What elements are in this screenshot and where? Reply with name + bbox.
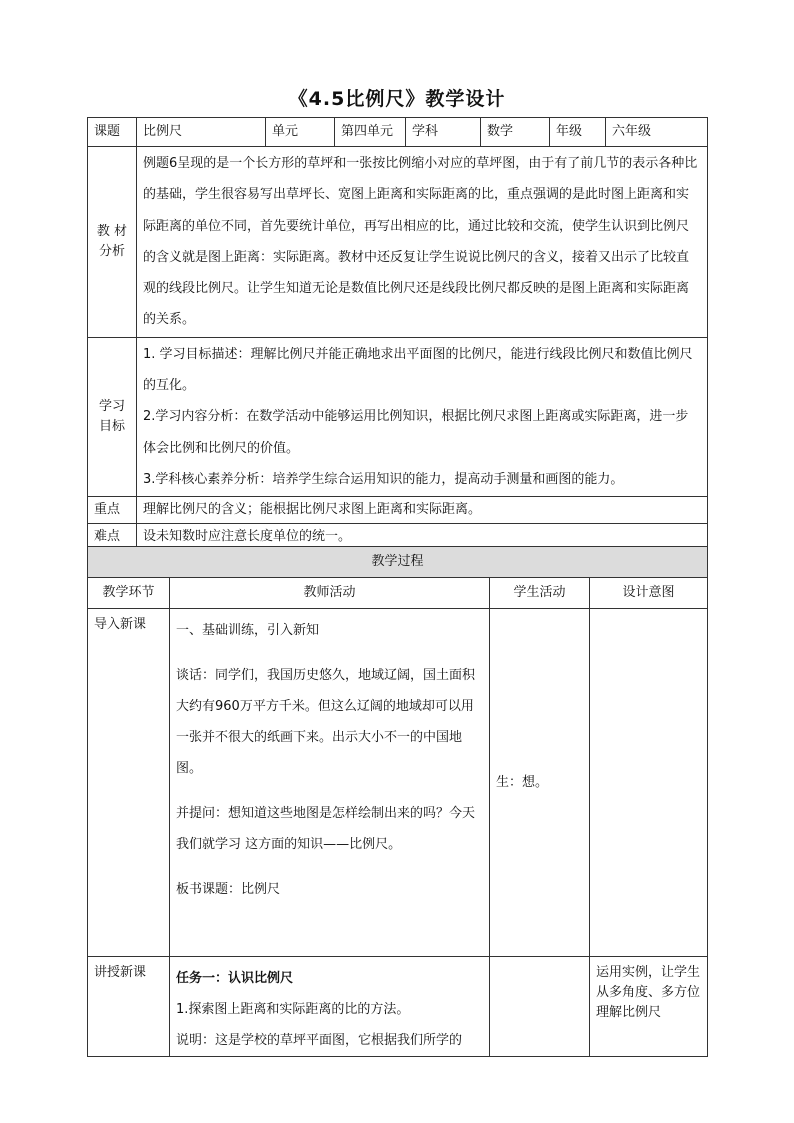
subject-value: 数学 bbox=[481, 118, 550, 147]
key-point-text: 理解比例尺的含义；能根据比例尺求图上距离和实际距离。 bbox=[137, 497, 708, 524]
process-table bbox=[87, 546, 708, 1057]
intro-student: 生：想。 bbox=[490, 609, 590, 957]
intro-intent bbox=[590, 609, 708, 957]
goals-label: 学习 目标 bbox=[88, 337, 137, 496]
new-teacher bbox=[170, 957, 490, 1057]
subject-label: 学科 bbox=[406, 118, 481, 147]
new-intent: 运用实例，让学生从多角度、多方位理解比例尺 bbox=[590, 957, 708, 1057]
new-task: 任务一：认识比例尺 bbox=[176, 971, 294, 986]
intro-row bbox=[88, 609, 708, 957]
key-point-label: 重点 bbox=[88, 497, 137, 524]
new-student bbox=[490, 957, 590, 1057]
grade-value: 六年级 bbox=[606, 118, 708, 147]
goals-text bbox=[137, 337, 708, 496]
grade-label: 年级 bbox=[550, 118, 606, 147]
new-stage: 讲授新课 bbox=[88, 957, 170, 1057]
goal-item-2: 2.学习内容分析：在数学活动中能够运用比例知识，根据比例尺求图上距离或实际距离，进一步体会比例和比例尺的价值。 bbox=[143, 409, 689, 456]
intro-para-3: 板书课题：比例尺 bbox=[176, 882, 281, 897]
course-label: 课题 bbox=[88, 118, 137, 147]
intro-stage: 导入新课 bbox=[88, 609, 170, 957]
goals-row bbox=[88, 337, 708, 496]
difficulty-label: 难点 bbox=[88, 524, 137, 551]
info-table bbox=[87, 117, 708, 551]
column-student: 学生活动 bbox=[490, 578, 590, 609]
difficulty-text: 设未知数时应注意长度单位的统一。 bbox=[137, 524, 708, 551]
analysis-label: 教 材 分析 bbox=[88, 147, 137, 338]
intro-para-2: 并提问：想知道这些地图是怎样绘制出来的吗？今天我们就学习 这方面的知识——比例尺。 bbox=[176, 806, 476, 852]
info-row bbox=[88, 118, 708, 147]
goal-item-3: 3.学科核心素养分析：培养学生综合运用知识的能力，提高动手测量和画图的能力。 bbox=[143, 471, 624, 487]
new-line-1: 1.探索图上距离和实际距离的比的方法。 bbox=[176, 1002, 410, 1017]
analysis-row bbox=[88, 147, 708, 338]
unit-value: 第四单元 bbox=[335, 118, 406, 147]
process-header: 教学过程 bbox=[88, 547, 708, 578]
key-point-row bbox=[88, 497, 708, 524]
analysis-text: 例题6呈现的是一个长方形的草坪和一张按比例缩小对应的草坪图，由于有了前几节的表示各种比的基础，学生很容易写出草坪长、宽图上距离和实际距离的比，重点强调的是此时图上距离和实际距离的单位不同，首先要统计单位，再写出相应的比，通过比较和交流，使学生认识到比例尺的含义就是图上距离：实际距离。教材中还反复让学生说说比例尺的含义，接着又出示了比较直观的线段比例尺。让学生知道无论是数值比例尺还是线段比例尺都反映的是图上距离和实际距离的关系。 bbox=[137, 147, 708, 338]
goal-item-1: 1. 学习目标描述：理解比例尺并能正确地求出平面图的比例尺，能进行线段比例尺和数值比例尺的互化。 bbox=[143, 346, 693, 394]
intro-heading: 一、基础训练，引入新知 bbox=[176, 623, 320, 638]
column-stage: 教学环节 bbox=[88, 578, 170, 609]
unit-label: 单元 bbox=[266, 118, 335, 147]
process-columns-row bbox=[88, 578, 708, 609]
column-teacher: 教师活动 bbox=[170, 578, 490, 609]
column-intent: 设计意图 bbox=[590, 578, 708, 609]
process-header-row bbox=[88, 547, 708, 578]
course-value: 比例尺 bbox=[137, 118, 266, 147]
document-title: 《4.5比例尺》教学设计 bbox=[288, 88, 506, 110]
new-row bbox=[88, 957, 708, 1057]
new-line-2: 说明：这是学校的草坪平面图，它根据我们所学的 bbox=[176, 1033, 463, 1048]
intro-para-1: 谈话：同学们，我国历史悠久，地域辽阔，国土面积大约有960万平方千米。但这么辽阔的地域却可以用一张并不很大的纸画下来。出示大小不一的中国地图。 bbox=[176, 668, 476, 776]
intro-teacher bbox=[170, 609, 490, 957]
